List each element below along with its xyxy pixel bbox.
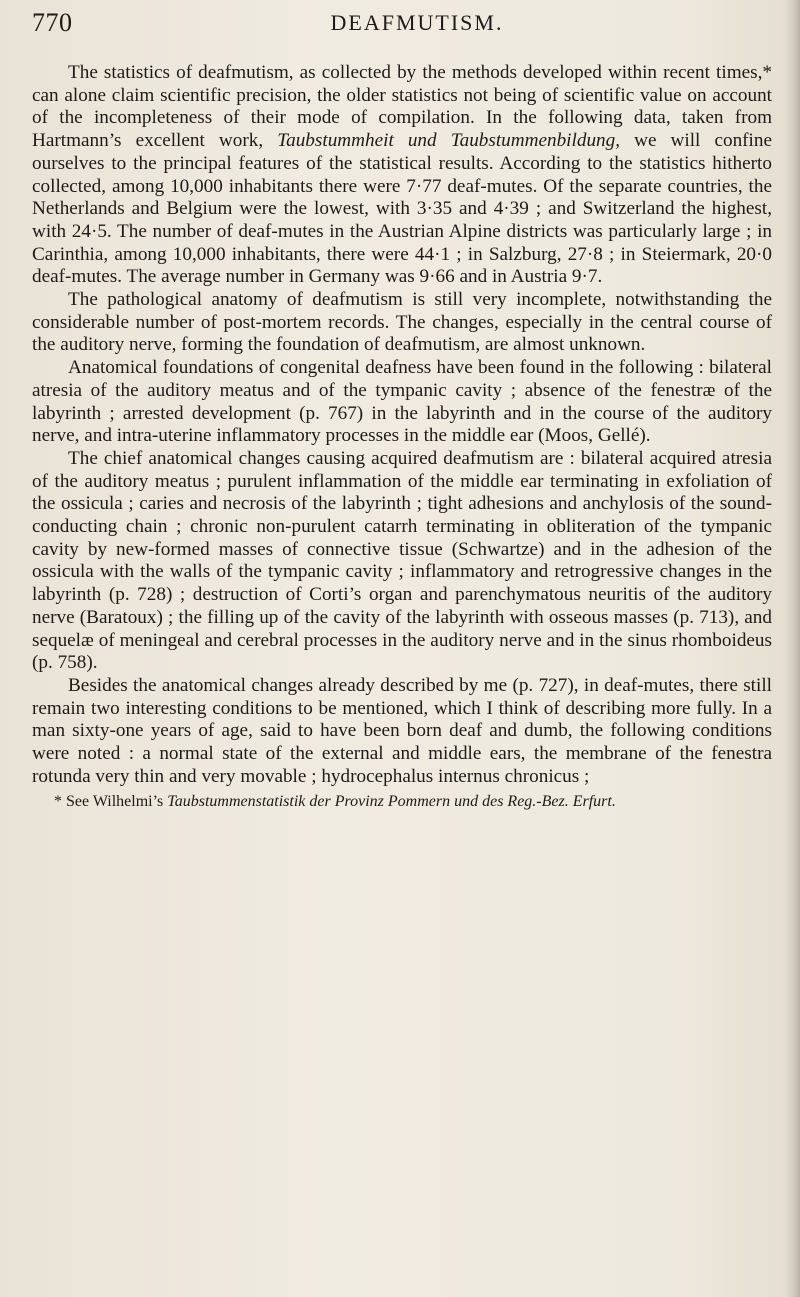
page-edge-shadow	[784, 0, 800, 1297]
paragraph-statistics	[32, 62, 772, 289]
footnote	[32, 791, 772, 812]
paragraph-acquired-deafmutism: The chief anatomical changes causing acquired deafmutism are : bilateral acquired atresia of the auditory meatus ; purulent inflammation of the middle ear terminating in exfoliation of the ossicula ; caries and necrosis of the labyrinth ; tight adhesions and anchylosis of the sound-conducting chain ; chronic non-purulent catarrh terminating in obliteration of the tympanic cavity by new-formed masses of connective tissue (Schwartze) and in the adhesion of the ossicula with the walls of the tympanic cavity ; inflammatory and retrogressive changes in the labyrinth (p. 728) ; destruction of Corti’s organ and parenchymatous neuritis of the auditory nerve (Baratoux) ; the filling up of the cavity of the labyrinth with osseous masses (p. 713), and sequelæ of meningeal and cerebral processes in the auditory nerve and in the sinus rhomboideus (p. 758).	[32, 447, 772, 674]
footnote-text: * See Wilhelmi’s	[54, 792, 168, 810]
running-head: DEAFMUTISM.	[330, 10, 504, 35]
body-text	[32, 62, 772, 812]
book-title: Taubstummheit und Taubstummenbildung,	[277, 130, 621, 152]
footnote-title: Taubstummenstatistik der Provinz Pommern und des Reg.-Bez. Erfurt.	[167, 792, 616, 810]
paragraph-text: The statistics of deafmutism, as collected by the methods developed within recent times,* can alone claim scientific precision, the older statistics not being of scientific value on account of the incompleteness of their mode of compilation. In the following data, taken from Hartmann’s excellent work,	[32, 62, 772, 152]
paragraph-case-description: Besides the anatomical changes already described by me (p. 727), in deaf-mutes, there still remain two interesting conditions to be mentioned, which I think of describing more fully. In a man sixty-one years of age, said to have been born deaf and dumb, the following conditions were noted : a normal state of the external and middle ears, the membrane of the fenestra rotunda very thin and very movable ; hydrocephalus internus chronicus ;	[32, 674, 772, 787]
paragraph-pathological-anatomy: The pathological anatomy of deafmutism is still very incomplete, notwithstanding the considerable number of post-mortem records. The changes, especially in the central course of the auditory nerve, forming the foundation of deafmutism, are almost unknown.	[32, 289, 772, 356]
page-header	[32, 8, 772, 48]
paragraph-congenital-deafness: Anatomical foundations of congenital deafness have been found in the following : bilateral atresia of the auditory meatus and of the tympanic cavity ; absence of the fenestræ of the labyrinth ; arrested development (p. 767) in the labyrinth and in the course of the auditory nerve, and intra-uterine inflammatory processes in the middle ear (Moos, Gellé).	[32, 357, 772, 447]
paragraph-text: we will confine ourselves to the principal features of the statistical results. According to the statistics hitherto collected, among 10,000 inhabitants there were 7·77 deaf-mutes. Of the separate countries, the Netherlands and Belgium were the lowest, with 3·35 and 4·39 ; and Switzerland the highest, with 24·5. The number of deaf-mutes in the Austrian Alpine districts was particularly large ; in Carinthia, among 10,000 inhabitants, there were 44·1 ; in Salzburg, 27·8 ; in Steiermark, 20·0 deaf-mutes. The average number in Germany was 9·66 and in Austria 9·7.	[32, 130, 772, 288]
page-number: 770	[32, 8, 73, 37]
